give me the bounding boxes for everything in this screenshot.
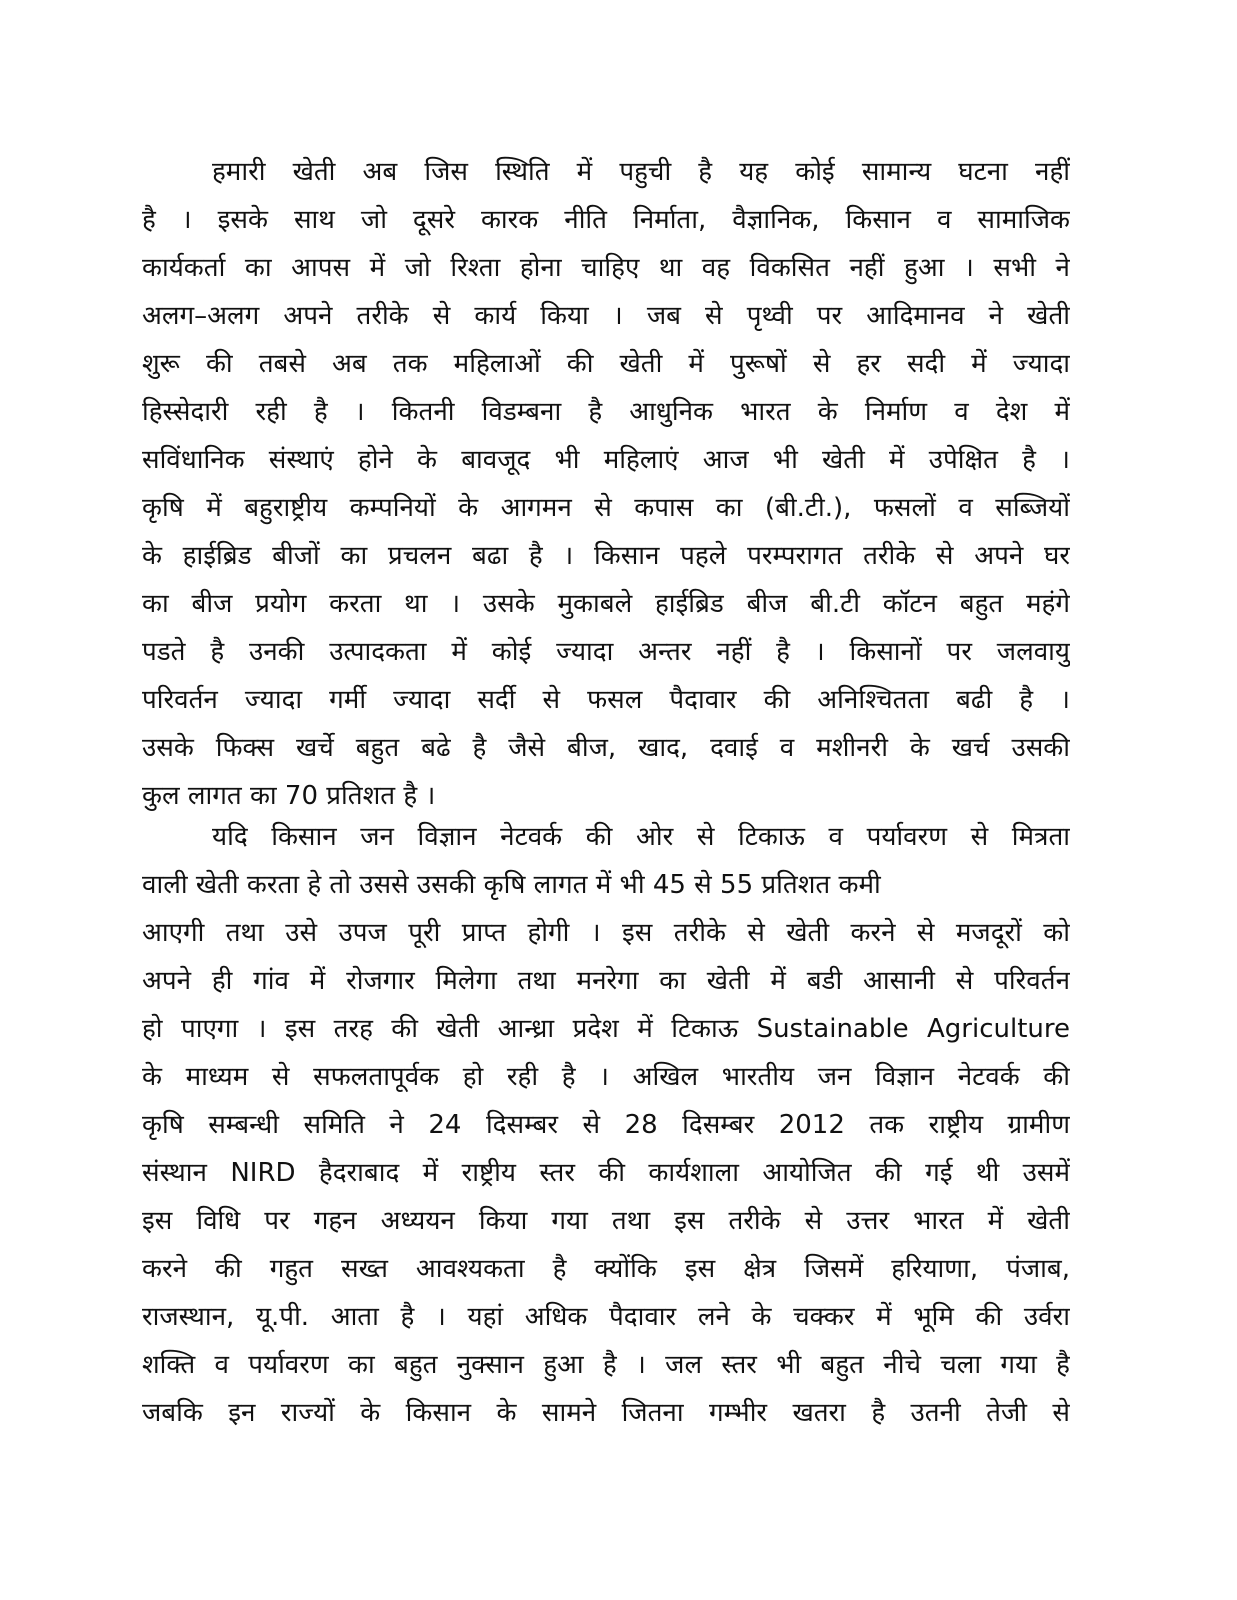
paragraph-2 — [142, 813, 1070, 1437]
text-line: वाली खेती करता हे तो उससे उसकी कृषि लागत में भी 45 से 55 प्रतिशत कमी — [142, 870, 881, 900]
text-line: कार्यकर्ता का आपस में जो रिश्ता होना चाहिए था वह विकसित नहीं हुआ । सभी ने — [142, 253, 1070, 283]
text-line: अलग–अलग अपने तरीके से कार्य किया । जब से पृथ्वी पर आदिमानव ने खेती — [142, 301, 1070, 331]
text-line: हमारी खेती अब जिस स्थिति में पहुची है यह कोई सामान्य घटना नहीं — [212, 157, 1070, 187]
text-line: का बीज प्रयोग करता था । उसके मुकाबले हाईब्रिड बीज बी.टी कॉटन बहुत महंगे — [142, 589, 1070, 619]
text-line: यदि किसान जन विज्ञान नेटवर्क की ओर से टिकाऊ व पर्यावरण से मित्रता — [212, 822, 1070, 852]
text-line: कुल लागत का 70 प्रतिशत है । — [142, 781, 436, 811]
text-line: इस विधि पर गहन अध्ययन किया गया तथा इस तरीके से उत्तर भारत में खेती — [142, 1206, 1070, 1236]
text-line: है । इसके साथ जो दूसरे कारक नीति निर्माता, वैज्ञानिक, किसान व सामाजिक — [142, 205, 1070, 235]
text-line: कृषि में बहुराष्ट्रीय कम्पनियों के आगमन से कपास का (बी.टी.), फसलों व सब्जियों — [142, 493, 1070, 523]
text-line: करने की गहुत सख्त आवश्यकता है क्योंकि इस क्षेत्र जिसमें हरियाणा, पंजाब, — [142, 1254, 1070, 1284]
text-line: शक्ति व पर्यावरण का बहुत नुक्सान हुआ है । जल स्तर भी बहुत नीचे चला गया है — [142, 1350, 1070, 1380]
text-line: आएगी तथा उसे उपज पूरी प्राप्त होगी । इस तरीके से खेती करने से मजदूरों को — [142, 918, 1070, 948]
text-line: जबकि इन राज्यों के किसान के सामने जितना गम्भीर खतरा है उतनी तेजी से — [142, 1398, 1070, 1428]
text-line: सविंधानिक संस्थाएं होने के बावजूद भी महिलाएं आज भी खेती में उपेक्षित है । — [142, 445, 1070, 475]
text-line: पडते है उनकी उत्पादकता में कोई ज्यादा अन्तर नहीं है । किसानों पर जलवायु — [142, 637, 1070, 667]
text-line: के हाईब्रिड बीजों का प्रचलन बढा है । किसान पहले परम्परागत तरीके से अपने घर — [142, 541, 1070, 571]
text-line: कृषि सम्बन्धी समिति ने 24 दिसम्बर से 28 दिसम्बर 2012 तक राष्ट्रीय ग्रामीण — [142, 1110, 1070, 1140]
text-line: परिवर्तन ज्यादा गर्मी ज्यादा सर्दी से फसल पैदावार की अनिश्चितता बढी है । — [142, 685, 1070, 715]
text-line: राजस्थान, यू.पी. आता है । यहां अधिक पैदावार लने के चक्कर में भूमि की उर्वरा — [142, 1302, 1070, 1332]
text-line: के माध्यम से सफलतापूर्वक हो रही है । अखिल भारतीय जन विज्ञान नेटवर्क की — [142, 1062, 1070, 1092]
paragraph-1 — [142, 148, 1070, 820]
text-line: हो पाएगा । इस तरह की खेती आन्ध्रा प्रदेश में टिकाऊ Sustainable Agriculture — [142, 1014, 1070, 1044]
text-line: उसके फिक्स खर्चे बहुत बढे है जैसे बीज, खाद, दवाई व मशीनरी के खर्च उसकी — [142, 733, 1070, 763]
text-line: हिस्सेदारी रही है । कितनी विडम्बना है आधुनिक भारत के निर्माण व देश में — [142, 397, 1070, 427]
text-line: संस्थान NIRD हैदराबाद में राष्ट्रीय स्तर की कार्यशाला आयोजित की गई थी उसमें — [142, 1158, 1070, 1188]
text-line: अपने ही गांव में रोजगार मिलेगा तथा मनरेगा का खेती में बडी आसानी से परिवर्तन — [142, 966, 1070, 996]
text-line: शुरू की तबसे अब तक महिलाओं की खेती में पुरूषों से हर सदी में ज्यादा — [142, 349, 1070, 379]
